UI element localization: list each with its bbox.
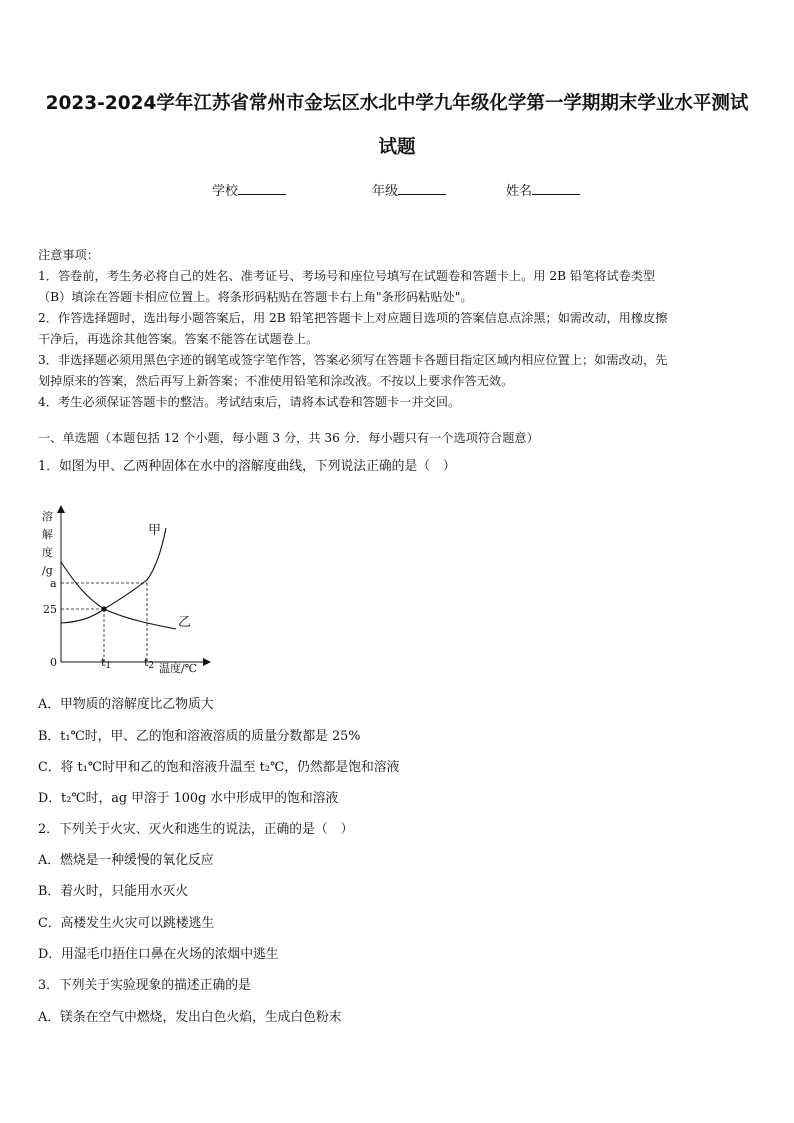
notes-line: 4．考生必须保证答题卡的整洁。考试结束后，请将本试卷和答题卡一并交回。 [38, 395, 461, 409]
notes-line: 划掉原来的答案，然后再写上新答案；不准使用铅笔和涂改液。不按以上要求作答无效。 [38, 374, 514, 388]
title-line-2: 试题 [378, 137, 416, 158]
y-label-char: 溶 [42, 510, 53, 523]
y-label-char: 度 [42, 546, 53, 559]
name-label: 姓名 [506, 184, 533, 199]
notes-line: 1．答卷前，考生务必将自己的姓名、准考证号、考场号和座位号填写在试题卷和答题卡上。用 2B 铅笔将试卷类型 [38, 269, 656, 283]
question-3-stem: 3．下列关于实验现象的描述正确的是 [38, 978, 251, 993]
x-tick-t1: t1 [101, 656, 112, 671]
school-blank[interactable] [238, 182, 286, 195]
notes-line: 3．非选择题必须用黑色字迹的钢笔或签字笔作答，答案必须写在答题卡各题目指定区域内相应位置上；如需改动，先 [38, 353, 668, 367]
title-line-1: 2023-2024学年江苏省常州市金坛区水北中学九年级化学第一学期期末学业水平测试 [45, 93, 749, 114]
grade-label: 年级 [372, 184, 399, 199]
y-label-char: /g [42, 564, 53, 577]
origin-label: 0 [50, 656, 57, 669]
y-tick-a: a [50, 577, 57, 590]
x-tick-t2: t2 [144, 656, 155, 671]
curve-yi [61, 562, 176, 629]
q1-option-c: C．将 t₁℃时甲和乙的饱和溶液升温至 t₂℃，仍然都是饱和溶液 [38, 760, 400, 775]
y-label-char: 解 [42, 528, 53, 541]
school-label: 学校 [212, 184, 239, 199]
school-field[interactable] [212, 180, 286, 199]
q1-option-d: D．t₂℃时，ag 甲溶于 100g 水中形成甲的饱和溶液 [38, 791, 339, 806]
notes-heading: 注意事项： [38, 248, 99, 262]
y-tick-25: 25 [43, 603, 57, 616]
notes-line: 2．作答选择题时，选出每小题答案后，用 2B 铅笔把答题卡上对应题目选项的答案信息点涂黑；如需改动，用橡皮擦 [38, 311, 668, 325]
q2-option-b: B．着火时，只能用水灭火 [38, 884, 189, 899]
intersection-point [101, 606, 106, 611]
question-1-stem: 1．如图为甲、乙两种固体在水中的溶解度曲线，下列说法正确的是（ ） [38, 459, 456, 474]
solubility-curve-svg [38, 502, 218, 682]
question-2-stem: 2．下列关于火灾、灭火和逃生的说法，正确的是（ ） [38, 822, 354, 837]
name-field[interactable] [506, 180, 580, 199]
grade-blank[interactable] [398, 182, 446, 195]
q2-option-c: C．高楼发生火灾可以跳楼逃生 [38, 916, 215, 931]
q2-option-a: A．燃烧是一种缓慢的氧化反应 [38, 853, 214, 868]
section-heading: 一、单选题（本题包括 12 个小题，每小题 3 分，共 36 分．每小题只有一个选项符合题意） [38, 431, 539, 445]
name-blank[interactable] [532, 182, 580, 195]
q2-option-d: D．用湿毛巾捂住口鼻在火场的浓烟中逃生 [38, 947, 279, 962]
notes-line: （B）填涂在答题卡相应位置上。将条形码粘贴在答题卡右上角"条形码粘贴处"。 [38, 290, 473, 304]
q3-option-a: A．镁条在空气中燃烧，发出白色火焰，生成白色粉末 [38, 1010, 342, 1025]
x-label: 温度/℃ [159, 662, 198, 675]
grade-field[interactable] [372, 180, 446, 199]
exam-title [40, 82, 754, 170]
solubility-curve-figure [38, 502, 218, 682]
q1-option-b: B．t₁℃时，甲、乙的饱和溶液溶质的质量分数都是 25% [38, 729, 361, 744]
notes-line: 干净后，再选涂其他答案。答案不能答在试题卷上。 [38, 332, 319, 346]
q1-option-a: A．甲物质的溶解度比乙物质大 [38, 697, 214, 712]
series-label-jia: 甲 [148, 523, 162, 538]
series-label-yi: 乙 [178, 615, 192, 630]
notes-section [38, 245, 760, 413]
